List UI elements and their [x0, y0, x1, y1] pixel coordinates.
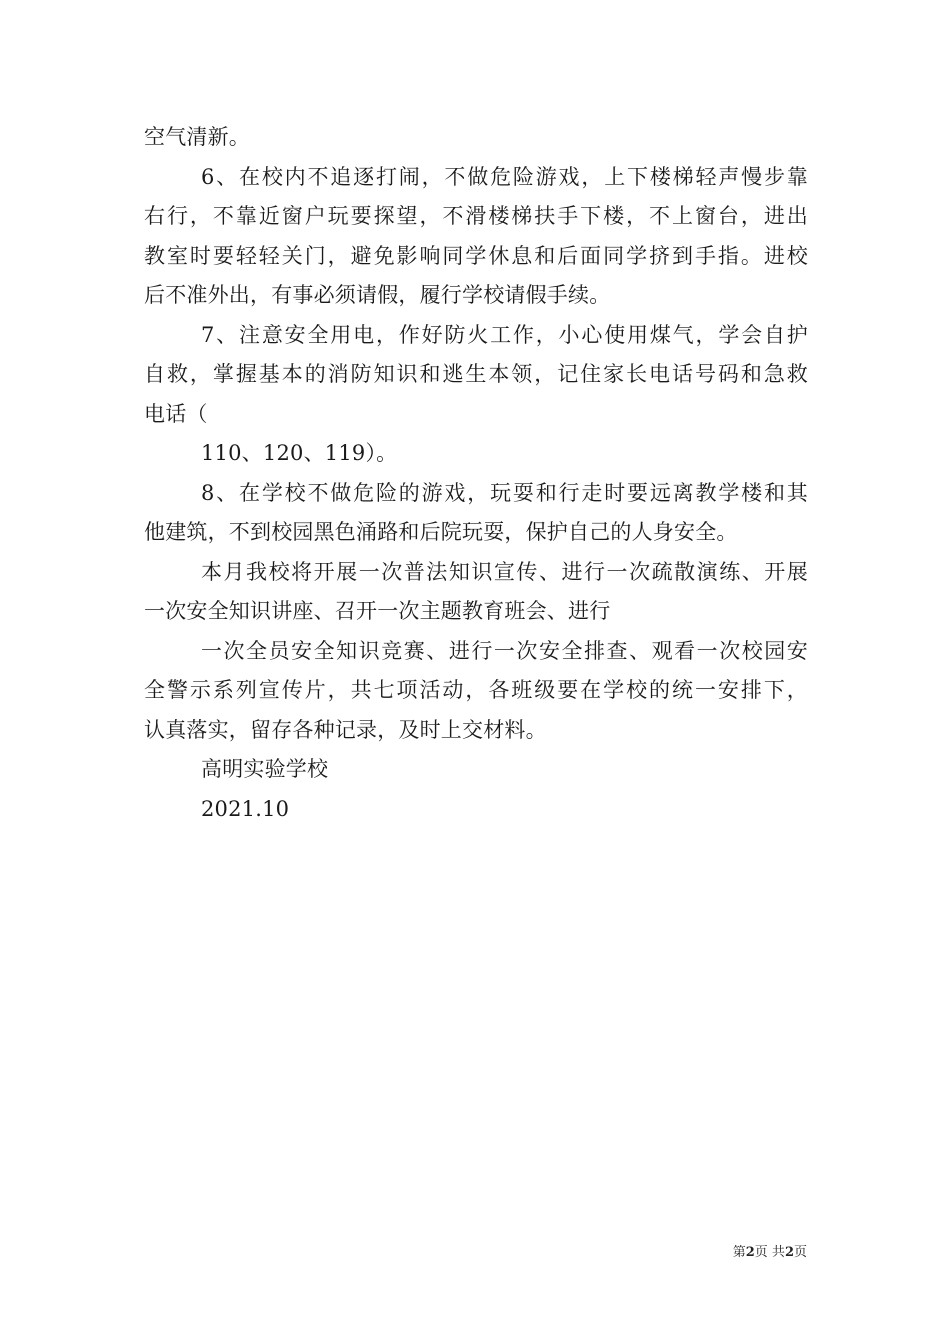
- text-line: 7、注意安全用电，作好防火工作，小心使用煤气，学会自护: [201, 322, 808, 347]
- text-line: 高明实验学校: [201, 757, 329, 781]
- footer-total-pages: 2: [784, 1245, 794, 1260]
- text-line: 110、120、119）。: [201, 441, 398, 465]
- footer-prefix: 第: [732, 1245, 746, 1260]
- text-line: 教室时要轻轻关门，避免影响同学休息和后面同学挤到手指。进校: [144, 243, 808, 268]
- text-line: 本月我校将开展一次普法知识宣传、进行一次疏散演练、开展: [201, 559, 808, 584]
- text-line: 自救，掌握基本的消防知识和逃生本领，记住家长电话号码和急救: [144, 362, 808, 386]
- footer-current-page: 2: [745, 1245, 755, 1260]
- page-footer: [733, 1244, 807, 1262]
- text-line: 6、在校内不追逐打闹，不做危险游戏，上下楼梯轻声慢步靠: [201, 164, 808, 189]
- text-line: 右行，不靠近窗户玩要探望，不滑楼梯扶手下楼，不上窗台，进出: [144, 204, 808, 228]
- text-line: 认真落实，留存各种记录，及时上交材料。: [144, 717, 547, 742]
- text-line: 一次全员安全知识竞赛、进行一次安全排查、观看一次校园安: [201, 638, 808, 663]
- text-line: 全警示系列宣传片，共七项活动，各班级要在学校的统一安排下，: [144, 678, 808, 702]
- text-line: 2021.10: [201, 796, 290, 821]
- text-line: 后不准外出，有事必须请假，履行学校请假手续。: [144, 283, 611, 307]
- text-line: 8、在学校不做危险的游戏，玩耍和行走时要远离教学楼和其: [201, 480, 808, 505]
- text-line: 空气清新。: [144, 125, 250, 149]
- footer-middle: 页 共: [754, 1245, 785, 1260]
- text-line: 电话（: [144, 401, 208, 426]
- text-line: 他建筑，不到校园黑色涌路和后院玩耍，保护自己的人身安全。: [144, 520, 738, 544]
- document-body: [144, 118, 808, 829]
- text-line: 一次安全知识讲座、召开一次主题教育班会、进行: [144, 599, 611, 623]
- footer-suffix: 页: [793, 1245, 807, 1260]
